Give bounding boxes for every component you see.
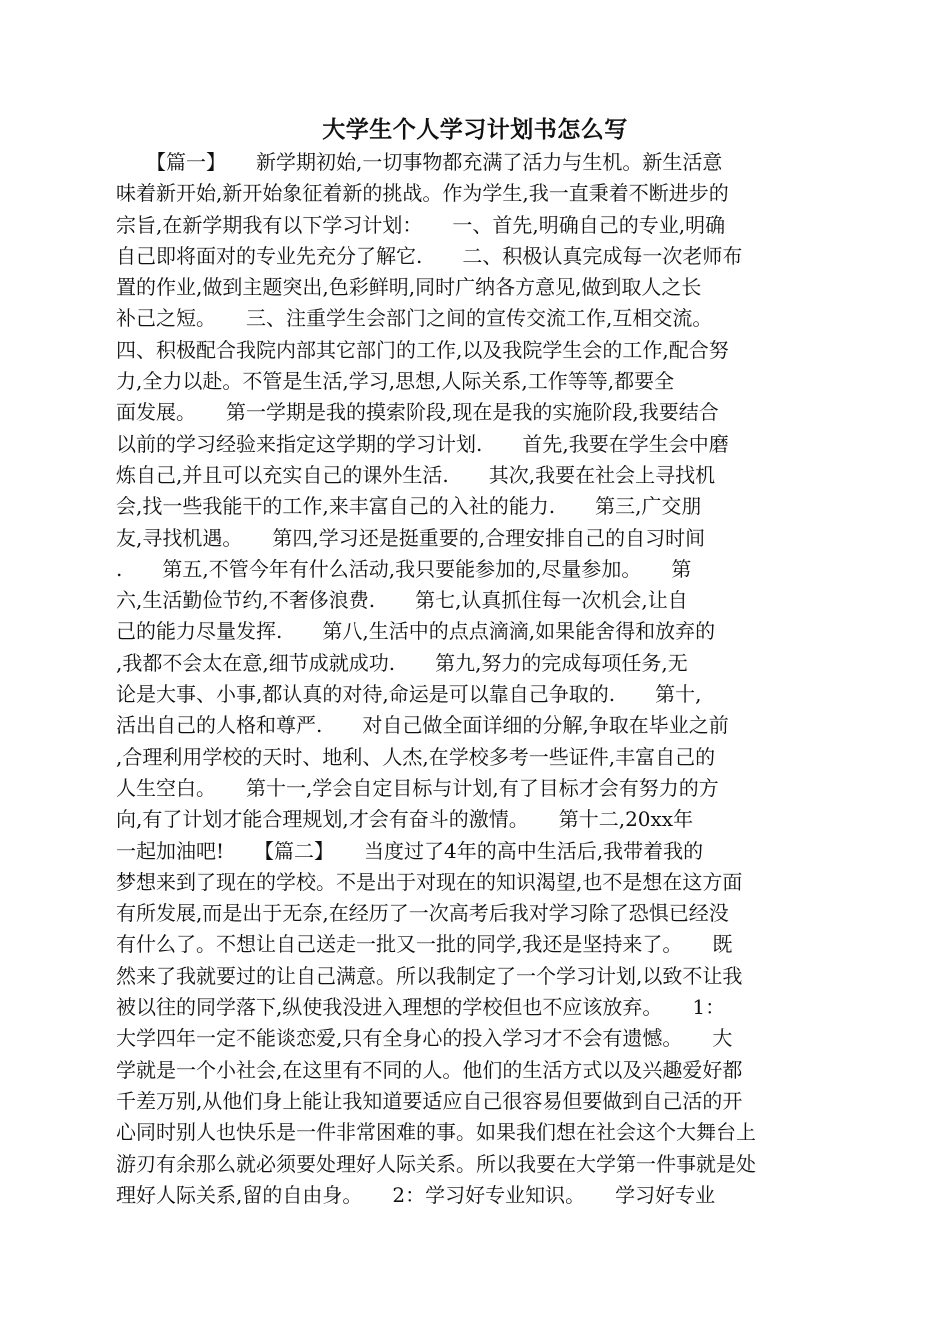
body-line: 置的作业,做到主题突出,色彩鲜明,同时广纳各方意见,做到取人之长 xyxy=(116,275,702,300)
body-line: 【篇一】 新学期初始,一切事物都充满了活力与生机。新生活意 xyxy=(116,150,723,174)
body-line: 有什么了。不想让自己送走一批又一批的同学,我还是坚持来了。 既 xyxy=(116,932,733,957)
body-line: 向,有了计划才能合理规划,才会有奋斗的激情。 第十二,20xx年 xyxy=(116,807,694,832)
body-line: 面发展。 第一学期是我的摸索阶段,现在是我的实施阶段,我要结合 xyxy=(116,400,719,425)
body-line: 活出自己的人格和尊严. 对自己做全面详细的分解,争取在毕业之前 xyxy=(116,713,729,738)
body-line: ,我都不会太在意,细节成就成功. 第九,努力的完成每项任务,无 xyxy=(116,650,688,675)
body-line: 大学四年一定不能谈恋爱,只有全身心的投入学习才不会有遗憾。 大 xyxy=(116,1026,733,1051)
body-line: 力,全力以赴。不管是生活,学习,思想,人际关系,工作等等,都要全 xyxy=(116,369,675,394)
body-line: 学就是一个小社会,在这里有不同的人。他们的生活方式以及兴趣爱好都 xyxy=(116,1057,743,1082)
body-line: ,合理利用学校的天时、地利、人杰,在学校多考一些证件,丰富自己的 xyxy=(116,744,716,769)
body-line: 宗旨,在新学期我有以下学习计划： 一、首先,明确自己的专业,明确 xyxy=(116,212,726,237)
body-line: 补己之短。 三、注重学生会部门之间的宣传交流工作,互相交流。 xyxy=(116,306,713,331)
body-line: . 第五,不管今年有什么活动,我只要能参加的,尽量参加。 第 xyxy=(116,556,692,581)
body-line: 然来了我就要过的让自己满意。所以我制定了一个学习计划,以致不让我 xyxy=(116,963,743,988)
body-line: 炼自己,并且可以充实自己的课外生活. 其次,我要在社会上寻找机 xyxy=(116,462,716,487)
body-line: 己的能力尽量发挥. 第八,生活中的点点滴滴,如果能舍得和放弃的 xyxy=(116,619,716,644)
body-line: 理好人际关系,留的自由身。 2：学习好专业知识。 学习好专业 xyxy=(116,1182,716,1207)
body-line: 人生空白。 第十一,学会自定目标与计划,有了目标才会有努力的方 xyxy=(116,775,719,800)
body-line: 六,生活勤俭节约,不奢侈浪费. 第七,认真抓住每一次机会,让自 xyxy=(116,588,688,613)
body-line: 会,找一些我能干的工作,来丰富自己的入社的能力. 第三,广交朋 xyxy=(116,494,702,519)
body-line: 友,寻找机遇。 第四,学习还是挺重要的,合理安排自己的自习时间 xyxy=(116,525,706,550)
body-line: 味着新开始,新开始象征着新的挑战。作为学生,我一直秉着不断进步的 xyxy=(116,181,729,206)
body-line: 有所发展,而是出于无奈,在经历了一次高考后我对学习除了恐惧已经没 xyxy=(116,901,729,926)
body-line: 心同时别人也快乐是一件非常困难的事。如果我们想在社会这个大舞台上 xyxy=(116,1120,756,1145)
body-line: 四、积极配合我院内部其它部门的工作,以及我院学生会的工作,配合努 xyxy=(116,337,729,362)
body-line: 被以往的同学落下,纵使我没进入理想的学校但也不应该放弃。 1： xyxy=(116,995,726,1020)
body-line: 游刃有余那么就必须要处理好人际关系。所以我要在大学第一件事就是处 xyxy=(116,1151,756,1176)
body-line: 梦想来到了现在的学校。不是出于对现在的知识渴望,也不是想在这方面 xyxy=(116,869,743,894)
body-line: 千差万别,从他们身上能让我知道要适应自己很容易但要做到自己活的开 xyxy=(116,1088,743,1113)
body-line: 一起加油吧! 【篇二】 当度过了4年的高中生活后,我带着我的 xyxy=(116,838,704,863)
body-line: 自己即将面对的专业先充分了解它. 二、积极认真完成每一次老师布 xyxy=(116,243,743,268)
document-body xyxy=(116,147,836,1211)
body-line: 论是大事、小事,都认真的对待,命运是可以靠自己争取的. 第十, xyxy=(116,682,702,707)
document-title: 大学生个人学习计划书怎么写 xyxy=(322,116,628,143)
body-line: 以前的学习经验来指定这学期的学习计划. 首先,我要在学生会中磨 xyxy=(116,431,729,456)
